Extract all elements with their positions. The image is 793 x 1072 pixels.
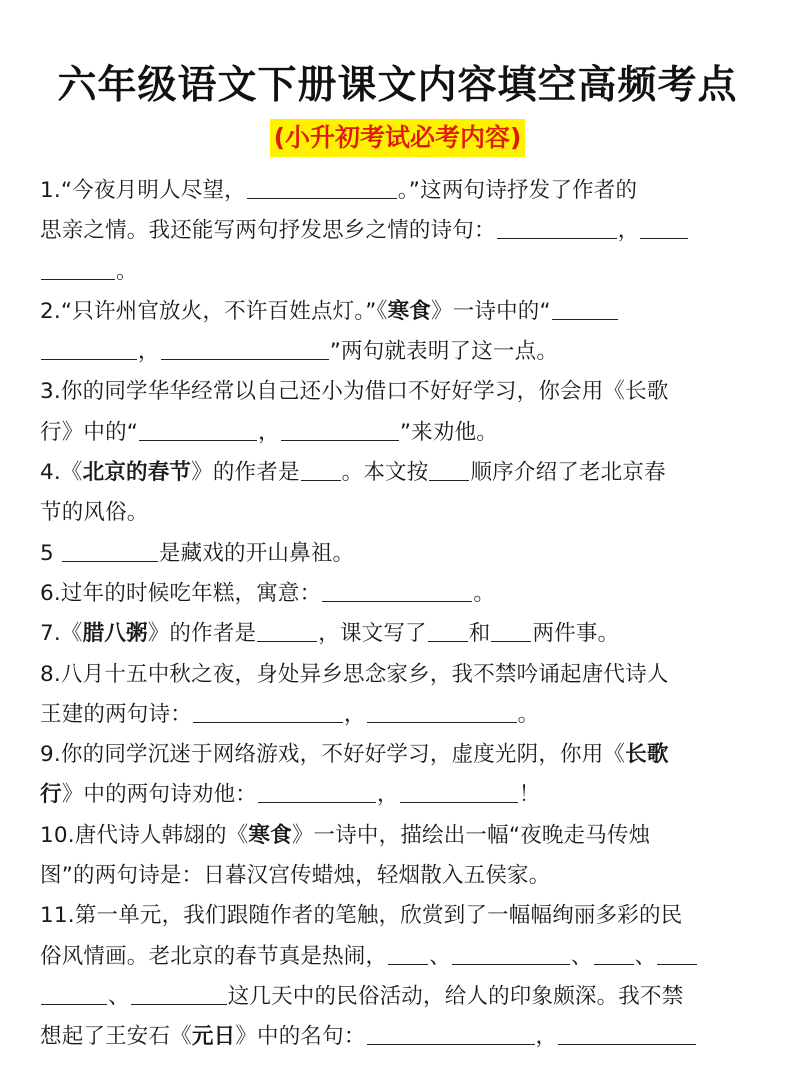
question-text: 9.你的同学沉迷于网络游戏，不好好学习，虚度光阴，你用《: [40, 742, 626, 768]
question-text: 思亲之情。我还能写两句抒发思乡之情的诗句：: [40, 218, 496, 244]
question-text-bold: 元日: [191, 1024, 236, 1050]
question-list: [40, 171, 755, 1058]
answer-blank[interactable]: [552, 297, 618, 320]
question-text: 两件事。: [532, 621, 620, 647]
question-text: ，: [377, 782, 399, 808]
answer-blank[interactable]: [258, 780, 376, 803]
answer-blank[interactable]: [301, 458, 341, 481]
question-text: 》一诗中的“: [431, 298, 551, 324]
question-text: 10.唐代诗人韩翃的《: [40, 822, 249, 848]
question-text: 王建的两句诗：: [40, 701, 192, 727]
answer-blank[interactable]: [322, 579, 472, 602]
subtitle-container: [40, 119, 755, 161]
question-text: 节的风俗。: [40, 500, 149, 526]
question-text: 俗风情画。老北京的春节真是热闹，: [40, 943, 388, 969]
question-text: 、: [570, 943, 593, 969]
question-text: 顺序介绍了老北京春: [470, 460, 666, 486]
question-text: ，课文写了: [318, 621, 427, 647]
question-text: 》的作者是: [147, 621, 257, 647]
question-text: 3.你的同学华华经常以自己还小为借口不好好学习，你会用《长歌: [40, 379, 669, 405]
question-text: 和: [468, 621, 491, 647]
question-text: 、: [634, 943, 657, 969]
answer-blank[interactable]: [491, 619, 531, 642]
question-text: 、: [429, 943, 451, 969]
page-subtitle: (小升初考试必考内容): [270, 119, 526, 157]
question-3: [40, 372, 755, 453]
question-text: 4.《: [40, 460, 83, 486]
answer-blank[interactable]: [388, 942, 428, 965]
question-text-bold: 长歌: [625, 742, 669, 768]
question-2: [40, 292, 755, 373]
answer-blank[interactable]: [640, 216, 688, 239]
answer-blank[interactable]: [367, 1022, 535, 1045]
answer-blank[interactable]: [452, 942, 570, 965]
question-text: 想起了王安石《: [40, 1024, 192, 1050]
question-text: ”两句就表明了这一点。: [329, 339, 559, 365]
answer-blank[interactable]: [400, 780, 518, 803]
question-text: 》一诗中，描绘出一幅“夜晚走马传烛: [291, 822, 651, 848]
question-text: ，: [258, 419, 280, 445]
question-text-bold: 寒食: [387, 298, 431, 324]
answer-blank[interactable]: [62, 539, 158, 562]
question-text: ”来劝他。: [399, 419, 498, 445]
question-text-bold: 北京的春节: [82, 460, 192, 486]
answer-blank[interactable]: [281, 418, 399, 441]
question-9: [40, 735, 755, 816]
question-text: 》中的两句诗劝他：: [61, 782, 258, 808]
question-text: 11.第一单元，我们跟随作者的笔触，欣赏到了一幅幅绚丽多彩的民: [40, 903, 683, 929]
question-text: ，: [343, 701, 366, 727]
question-text: 5: [40, 540, 61, 566]
answer-blank[interactable]: [41, 982, 107, 1005]
question-1: [40, 171, 755, 292]
answer-blank[interactable]: [193, 700, 343, 723]
question-text-bold: 行: [40, 782, 62, 808]
question-8: [40, 655, 755, 736]
answer-blank[interactable]: [41, 257, 115, 280]
question-text: 2.“只许州官放火，不许百姓点灯。”《: [40, 298, 388, 324]
question-text: 7.《: [40, 621, 83, 647]
answer-blank[interactable]: [429, 458, 469, 481]
answer-blank[interactable]: [428, 619, 468, 642]
question-text: 》中的名句：: [235, 1024, 366, 1050]
question-text: 图”的两句诗是：日暮汉宫传蜡烛，轻烟散入五侯家。: [40, 863, 551, 889]
question-text-bold: 腊八粥: [82, 621, 148, 647]
question-text: ，: [138, 339, 160, 365]
question-text: ！: [518, 782, 541, 808]
question-text: 。: [473, 580, 496, 606]
question-text: 。: [517, 701, 540, 727]
answer-blank[interactable]: [161, 337, 329, 360]
page-title: 六年级语文下册课文内容填空高频考点: [57, 63, 738, 108]
question-text: 8.八月十五中秋之夜，身处异乡思念家乡，我不禁吟诵起唐代诗人: [40, 661, 669, 687]
question-text: 、: [108, 983, 130, 1009]
question-11: [40, 896, 755, 1057]
answer-blank[interactable]: [131, 982, 227, 1005]
question-text: 。”这两句诗抒发了作者的: [397, 178, 638, 203]
question-text-bold: 寒食: [248, 822, 292, 848]
answer-blank[interactable]: [497, 216, 617, 239]
answer-blank[interactable]: [41, 337, 137, 360]
answer-blank[interactable]: [367, 700, 517, 723]
answer-blank[interactable]: [558, 1022, 696, 1045]
question-text: 6.过年的时候吃年糕，寓意：: [40, 580, 322, 606]
question-text: ，: [535, 1024, 558, 1050]
question-text: 。本文按: [341, 460, 429, 486]
question-7: [40, 614, 755, 654]
answer-blank[interactable]: [657, 942, 697, 965]
answer-blank[interactable]: [257, 619, 317, 642]
question-6: [40, 574, 755, 614]
question-text: 。: [116, 258, 138, 284]
question-10: [40, 816, 755, 897]
answer-blank[interactable]: [247, 176, 397, 199]
answer-blank[interactable]: [139, 418, 257, 441]
question-text: 这几天中的民俗活动，给人的印象颇深。我不禁: [227, 983, 684, 1009]
question-text: 1.“今夜月明人尽望，: [40, 178, 246, 203]
question-5: [40, 534, 755, 574]
answer-blank[interactable]: [594, 942, 634, 965]
question-4: [40, 453, 755, 534]
question-text: ，: [617, 218, 640, 244]
question-text: 行》中的“: [40, 419, 139, 445]
question-text: 》的作者是: [191, 460, 300, 486]
question-text: 是藏戏的开山鼻祖。: [158, 540, 355, 566]
